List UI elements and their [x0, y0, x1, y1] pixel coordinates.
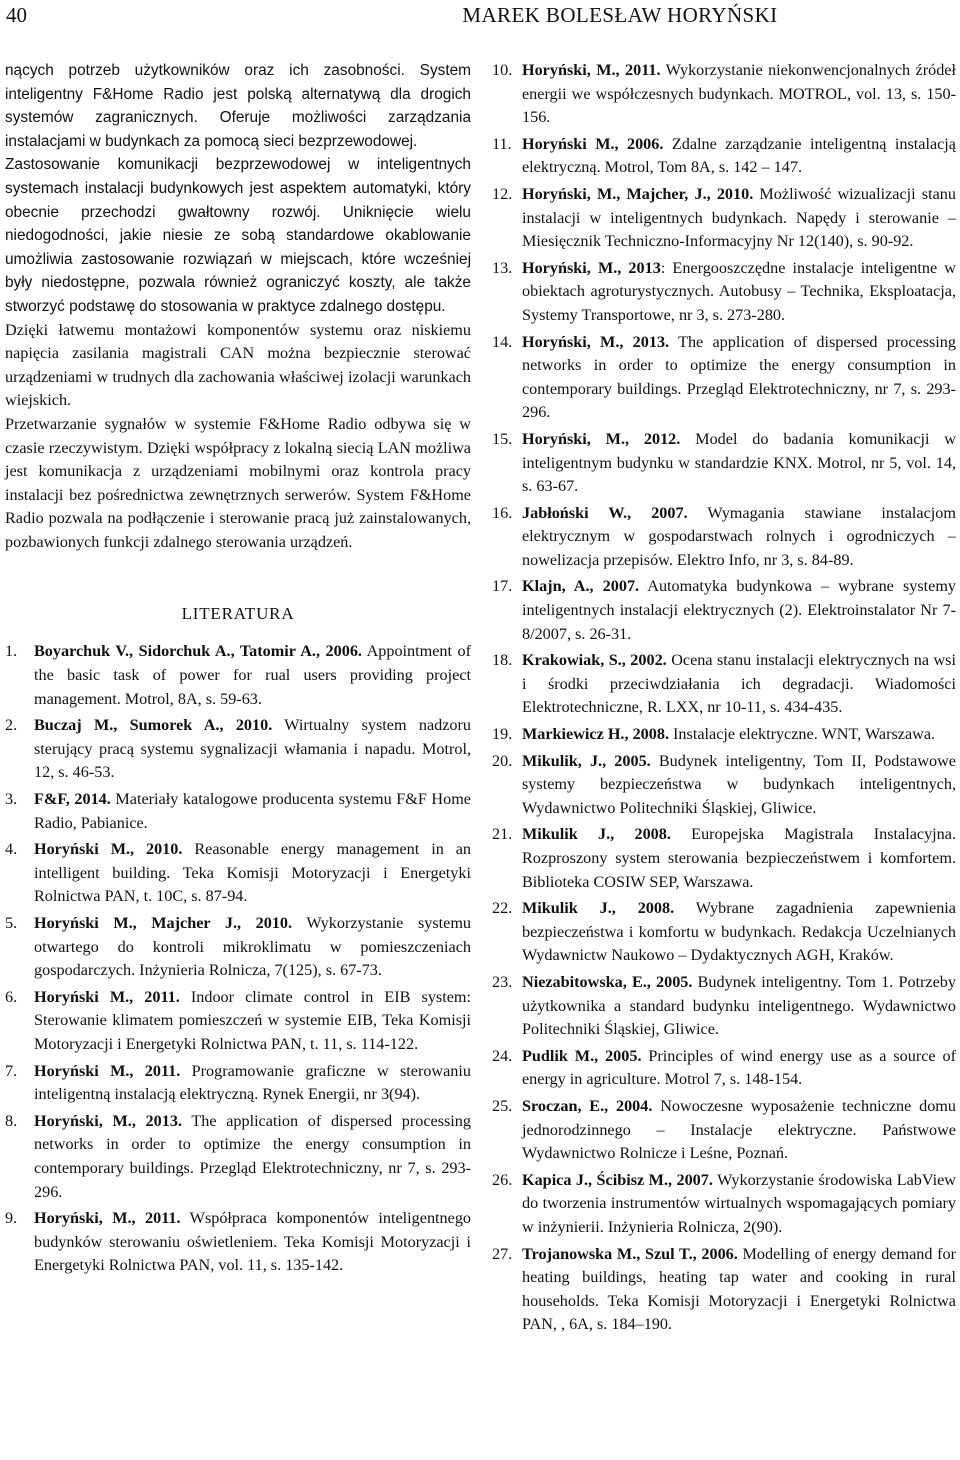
reference-number: 17.	[492, 577, 513, 596]
body-paragraph: Przetwarzanie sygnałów w systemie F&Home Radio odbywa się w czasie rzeczywistym. Dzięki współpracy z lokalną siecią LAN możliwa jest komunikacja z urządzeniami mobilnymi oraz kontrola pracy instalacji bez pośrednictwa zewnętrznych serwerów. System F&Home Radio pozwala na podłączenie i sterowanie pracą już zainstalowanych, pozbawionych funkcji zdalnego sterowania urządzeń.	[5, 414, 471, 551]
reference-text: Automatyka budynkowa – wybrane systemy inteligentnych instalacji elektrycznych (2). Elektroinstalator Nr 7-8/2007, s. 26-31.	[522, 577, 957, 643]
reference-text: Budynek inteligentny. Tom 1. Potrzeby użytkownika a standard budynku inteligentnego. Wydawnictwo Politechniki Śląskiej, Gliwice.	[522, 972, 956, 1039]
reference-item	[492, 971, 956, 1042]
reference-text: Budynek inteligentny, Tom II, Podstawowe systemy bezpieczeństwa w budynkach inteligentnych, Wydawnictwo Politechniki Śląskiej, Gliwice.	[522, 751, 956, 817]
reference-item	[492, 1169, 956, 1240]
reference-number: 25.	[492, 1096, 513, 1115]
reference-body	[522, 1045, 956, 1092]
reference-text: Zdalne zarządzanie inteligentną instalacją elektryczną. Motrol, Tom 8A, s. 142 – 147.	[522, 134, 956, 177]
reference-text: Materiały katalogowe producenta systemu F&F Home Radio, Pabianice.	[34, 790, 471, 832]
reference-authors: Niezabitowska, E., 2005.	[522, 972, 693, 991]
reference-number: 5.	[5, 914, 18, 932]
reference-text: The application of dispersed processing networks in order to optimize the energy consumption in contemporary buildings. Przegląd Elektrotechniczny, nr 7, s. 293-296.	[34, 1111, 471, 1201]
reference-body	[34, 714, 471, 785]
reference-text: Współpraca komponentów inteligentnego budynków sterowaniu oświetleniem. Teka Komisji Motoryzacji i Energetyki Rolnictwa PAN, vol. 11, s. 135-142.	[34, 1209, 472, 1275]
reference-text: Wirtualny system nadzoru sterujący pracą systemu sygnalizacji włamania i napadu. Motrol, 12, s. 46-53.	[34, 716, 471, 782]
reference-authors: Horyński M., 2011.	[34, 987, 180, 1006]
reference-authors: Buczaj M., Sumorek A., 2010.	[34, 716, 273, 735]
reference-authors: Horyński, M., 2011.	[34, 1209, 181, 1228]
reference-item	[5, 640, 471, 711]
reference-item	[492, 183, 956, 254]
reference-item	[492, 649, 956, 720]
reference-number: 9.	[5, 1209, 18, 1228]
reference-item	[5, 986, 471, 1057]
reference-item	[492, 133, 956, 180]
reference-text: Reasonable energy management in an intelligent building. Teka Komisji Motoryzacji i Energetyki Rolnictwa PAN, t. 10C, s. 87-94.	[34, 840, 471, 906]
reference-text: : Energooszczędne instalacje inteligentne w obiektach agroturystycznych. Autobusy – Technika, Eksploatacja, Systemy Transportowe, nr 3, s. 273-280.	[522, 258, 956, 324]
reference-item	[5, 1207, 471, 1278]
reference-authors: Horyński M., 2011.	[34, 1061, 181, 1080]
reference-text: Appointment of the basic task of power for rual users providing project management. Motrol, 8A, s. 59-63.	[34, 642, 471, 708]
reference-text: The application of dispersed processing networks in order to optimize the energy consumption in contemporary buildings. Przegląd Elektrotechniczny, nr 7, s. 293-296.	[522, 332, 956, 422]
reference-body	[522, 1169, 956, 1240]
body-paragraph: Dzięki łatwemu montażowi komponentów systemu oraz niskiemu napięcia zasilania magistrali CAN można bezpiecznie sterować urządzeniami w trudnych dla zachowania właściwej izolacji warunkach wiejskich.	[5, 320, 471, 410]
reference-body	[34, 1207, 471, 1278]
reference-item	[492, 1045, 956, 1092]
reference-item	[492, 257, 956, 328]
reference-text: Wybrane zagadnienia zapewnienia bezpieczeństwa i komfortu w budynkach. Redakcja Uczelnianych Wydawnictw Naukowo – Dydaktycznych AGH, Kraków.	[522, 899, 956, 965]
reference-authors: Horyński M., 2006.	[522, 134, 664, 153]
reference-authors: Boyarchuk V., Sidorchuk A., Tatomir A., 2006.	[34, 642, 362, 661]
reference-number: 8.	[5, 1111, 18, 1130]
reference-item	[5, 788, 471, 835]
reference-body	[34, 1060, 471, 1107]
reference-body	[522, 1095, 956, 1166]
reference-authors: Kapica J., Ścibisz M., 2007.	[522, 1170, 713, 1189]
literature-heading: LITERATURA	[181, 604, 295, 624]
right-column	[492, 59, 956, 1340]
reference-item	[5, 838, 471, 909]
running-header-author: MAREK BOLESŁAW HORYŃSKI	[462, 3, 778, 27]
reference-item	[492, 1095, 956, 1166]
reference-number: 12.	[492, 184, 513, 203]
reference-body	[522, 897, 956, 968]
reference-authors: Horyński, M., Majcher, J., 2010.	[522, 184, 754, 203]
reference-number: 13.	[492, 258, 513, 277]
reference-body	[522, 750, 956, 821]
reference-authors: Mikulik J., 2008.	[522, 899, 675, 918]
page-number: 40	[6, 3, 27, 27]
reference-number: 14.	[492, 332, 513, 351]
reference-body	[522, 257, 956, 328]
reference-number: 27.	[492, 1244, 513, 1263]
reference-item	[492, 750, 956, 821]
reference-authors: Horyński, M., 2012.	[522, 429, 681, 448]
reference-number: 21.	[492, 825, 513, 844]
reference-text: Nowoczesne wyposażenie techniczne domu jednorodzinnego – Instalacje elektryczne. Państwowe Wydawnictwo Rolnicze i Leśne, Poznań.	[522, 1096, 956, 1163]
reference-text: Wykorzystanie systemu otwartego do kontroli mikroklimatu w pomieszczeniach gospodarczych. Inżynieria Rolnicza, 7(125), s. 67-73.	[34, 914, 472, 980]
reference-authors: Pudlik M., 2005.	[522, 1046, 642, 1065]
reference-item	[492, 331, 956, 425]
reference-body	[522, 183, 956, 254]
reference-item	[492, 428, 956, 499]
reference-number: 26.	[492, 1170, 513, 1189]
reference-authors: Horyński, M., 2013.	[34, 1111, 182, 1130]
reference-number: 4.	[5, 840, 18, 859]
body-paragraph: Zastosowanie komunikacji bezprzewodowej w inteligentnych systemach instalacji budynkowych jest aspektem automatyki, który obecnie przechodzi gwałtowny rozwój. Uniknięcie wielu niedogodności, jakie niesie ze sobą standardowe okablowanie umożliwia zastosowanie rozwiązań w miejscach, które wcześniej były niedostępne, pozwala również ograniczyć koszty, ale także stworzyć podstawę do stosowania w praktyce zdalnego dostępu.	[5, 156, 471, 315]
reference-body	[522, 723, 956, 747]
reference-body	[522, 428, 956, 499]
reference-number: 20.	[492, 751, 513, 770]
reference-number: 3.	[5, 790, 18, 809]
reference-text: Programowanie graficzne w sterowaniu inteligentną instalacją elektryczną. Rynek Energii, nr 3(94).	[34, 1061, 471, 1104]
reference-authors: Horyński M., 2010.	[34, 840, 183, 859]
reference-body	[34, 912, 471, 983]
reference-authors: Mikulik, J., 2005.	[522, 751, 651, 770]
reference-number: 6.	[5, 987, 18, 1006]
reference-body	[34, 838, 471, 909]
reference-item	[492, 823, 956, 894]
reference-number: 16.	[492, 503, 513, 522]
reference-text: Modelling of energy demand for heating buildings, heating tap water and cooking in rural households. Teka Komisji Motoryzacji i Energetyki Rolnictwa PAN, , 6A, s. 184–190.	[522, 1244, 957, 1334]
reference-body	[522, 575, 956, 646]
reference-authors: Klajn, A., 2007.	[522, 577, 640, 596]
reference-authors: Horyński, M., 2013.	[522, 332, 670, 351]
reference-item	[5, 1060, 471, 1107]
reference-number: 7.	[5, 1061, 18, 1080]
reference-authors: Markiewicz H., 2008.	[522, 725, 669, 744]
reference-item	[492, 723, 956, 747]
reference-text: Principles of wind energy use as a source of energy in agriculture. Motrol 7, s. 148-154.	[522, 1046, 956, 1089]
reference-number: 11.	[492, 134, 512, 153]
reference-body	[522, 649, 956, 720]
reference-item	[5, 912, 471, 983]
reference-body	[522, 502, 956, 573]
reference-body	[34, 986, 471, 1057]
reference-body	[34, 640, 471, 711]
reference-body	[522, 1243, 956, 1337]
reference-number: 24.	[492, 1046, 513, 1065]
reference-authors: Sroczan, E., 2004.	[522, 1096, 653, 1115]
reference-body	[522, 823, 956, 894]
reference-authors: Mikulik J., 2008.	[522, 825, 671, 844]
reference-number: 2.	[5, 716, 18, 735]
reference-number: 18.	[492, 651, 513, 670]
reference-text: Wykorzystanie środowiska LabView do tworzenia instrumentów wirtualnych wspomagających pomiary w inżynierii. Inżynieria Rolnicza, 2(90).	[522, 1170, 956, 1236]
reference-authors: Horyński M., Majcher J., 2010.	[34, 914, 293, 932]
reference-text: Wykorzystanie niekonwencjonalnych źródeł energii we współczesnych budynkach. MOTROL, vol. 13, s. 150-156.	[522, 61, 956, 127]
reference-authors: Jabłoński W., 2007.	[522, 503, 688, 522]
reference-item	[492, 59, 956, 130]
reference-text: Wymagania stawiane instalacjom elektrycznym w gospodarstwach rolnych i ogrodniczych – nowelizacja przepisów. Elektro Info, nr 3, s. 84-89.	[522, 503, 956, 569]
reference-text: Możliwość wizualizacji stanu instalacji w inteligentnych budynkach. Napędy i sterowanie – Miesięcznik Techniczno-Informacyjny Nr 12(140), s. 90-92.	[522, 184, 956, 251]
reference-authors: Krakowiak, S., 2002.	[522, 651, 667, 670]
reference-list-left	[5, 640, 471, 1277]
reference-text: Europejska Magistrala Instalacyjna. Rozproszony system sterowania bezpieczeństwem i komfortem. Biblioteka COSIW SEP, Warszawa.	[522, 825, 957, 891]
reference-item	[5, 714, 471, 785]
reference-item	[492, 575, 956, 646]
reference-text: Indoor climate control in EIB system: Sterowanie klimatem pomieszczeń w systemie EIB, Teka Komisji Motoryzacji i Energetyki Rolnictwa PAN, t. 11, s. 114-122.	[34, 987, 471, 1053]
reference-number: 15.	[492, 429, 513, 448]
reference-body	[34, 788, 471, 835]
reference-number: 1.	[5, 642, 18, 661]
reference-number: 19.	[492, 725, 513, 744]
reference-body	[522, 133, 956, 180]
reference-number: 10.	[492, 61, 513, 79]
reference-text: Ocena stanu instalacji elektrycznych na wsi i środki przeciwdziałania ich degradacji. Wiadomości Elektrotechniczne, R. LXX, nr 10-11, s. 434-435.	[522, 651, 956, 717]
reference-item	[492, 1243, 956, 1337]
reference-body	[522, 331, 956, 425]
reference-authors: Horyński, M., 2011.	[522, 61, 661, 79]
reference-item	[492, 502, 956, 573]
reference-item	[5, 1110, 471, 1204]
left-column	[5, 59, 471, 1281]
reference-body	[522, 971, 956, 1042]
reference-authors: Horyński, M., 2013	[522, 258, 661, 277]
reference-number: 23.	[492, 972, 513, 991]
reference-authors: Trojanowska M., Szul T., 2006.	[522, 1244, 738, 1263]
running-header	[0, 0, 960, 40]
body-paragraph: nących potrzeb użytkowników oraz ich zasobności. System inteligentny F&Home Radio jest polską alternatywą dla drogich systemów zagranicznych. Oferuje możliwości zarządzania instalacjami w budynkach za pomocą sieci bezprzewodowej.	[5, 62, 471, 150]
reference-list-right	[492, 59, 956, 1337]
reference-item	[492, 897, 956, 968]
reference-body	[34, 1110, 471, 1204]
reference-authors: F&F, 2014.	[34, 790, 111, 809]
reference-text: Model do badania komunikacji w inteligentnym budynku w standardzie KNX. Motrol, nr 5, vol. 14, s. 63-67.	[522, 429, 956, 496]
reference-number: 22.	[492, 899, 513, 918]
reference-text: Instalacje elektryczne. WNT, Warszawa.	[669, 725, 936, 744]
reference-body	[522, 59, 956, 130]
